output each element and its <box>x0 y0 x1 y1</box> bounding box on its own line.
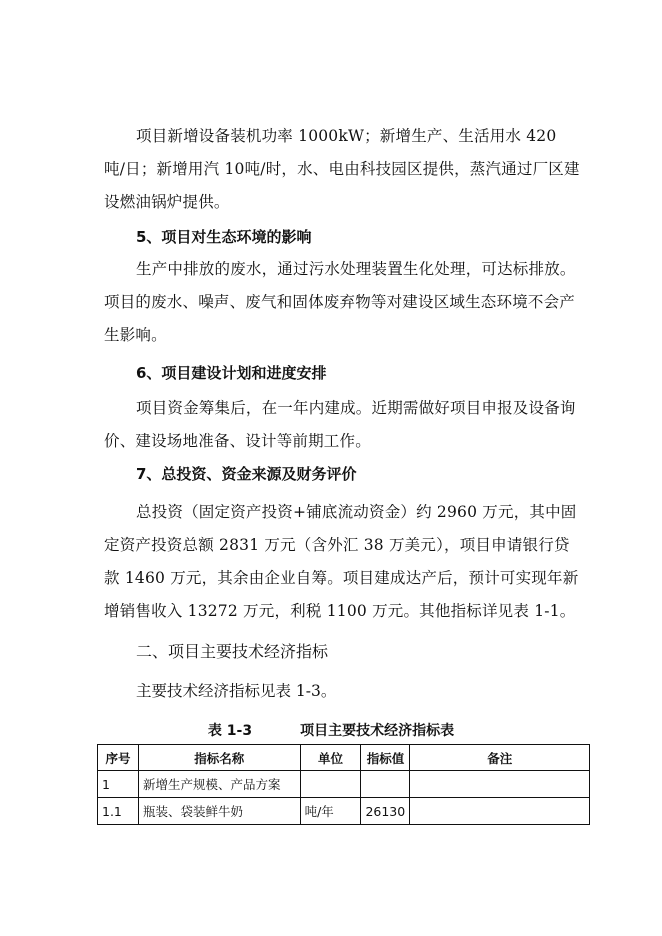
cell-unit: 吨/年 <box>300 798 361 825</box>
paragraph-utilities: 项目新增设备装机功率 1000kW；新增生产、生活用水 420 吨/日；新增用汽 10吨/时，水、电由科技园区提供，蒸汽通过厂区建设燃油锅炉提供。 <box>104 127 580 211</box>
header-value: 指标值 <box>361 745 410 771</box>
paragraph-ecological-impact: 生产中排放的废水，通过污水处理装置生化处理，可达标排放。项目的废水、噪声、废气和固体废弃物等对建设区域生态环境不会产生影响。 <box>104 260 576 344</box>
paragraph-schedule: 项目资金筹集后，在一年内建成。近期需做好项目申报及设备询价、建设场地准备、设计等前期工作。 <box>104 399 576 450</box>
section-title-indicators: 二、项目主要技术经济指标 <box>136 642 329 661</box>
table-caption-number: 表 1-3 <box>207 723 253 739</box>
header-remark: 备注 <box>410 745 590 771</box>
header-name: 指标名称 <box>138 745 300 771</box>
paragraph-investment: 总投资（固定资产投资+铺底流动资金）约 2960 万元，其中固定资产投资总额 2831 万元（含外汇 38 万美元），项目申请银行贷款 1460 万元，其余由企业自筹。项目建成达产后，预计可实现年新增销售收入 13272 万元，利税 1100 万元。其他指标详见表 1-1。 <box>104 503 579 620</box>
heading-schedule: 6、项目建设计划和进度安排 <box>136 364 327 382</box>
cell-remark <box>410 771 590 798</box>
heading-ecological-impact: 5、项目对生态环境的影响 <box>136 228 312 246</box>
table-caption-title: 项目主要技术经济指标表 <box>300 723 455 739</box>
cell-remark <box>410 798 590 825</box>
header-seq: 序号 <box>98 745 139 771</box>
cell-name: 瓶装、袋装鲜牛奶 <box>138 798 300 825</box>
cell-seq: 1 <box>98 771 139 798</box>
table-caption <box>0 722 662 740</box>
cell-unit <box>300 771 361 798</box>
table-row <box>98 798 590 825</box>
indicators-table <box>97 744 590 825</box>
cell-value: 26130 <box>361 798 410 825</box>
heading-investment: 7、总投资、资金来源及财务评价 <box>136 465 357 483</box>
table-row <box>98 771 590 798</box>
section-intro: 主要技术经济指标见表 1-3。 <box>136 682 337 700</box>
header-unit: 单位 <box>300 745 361 771</box>
cell-value <box>361 771 410 798</box>
table-header-row <box>98 745 590 771</box>
cell-name: 新增生产规模、产品方案 <box>138 771 300 798</box>
cell-seq: 1.1 <box>98 798 139 825</box>
